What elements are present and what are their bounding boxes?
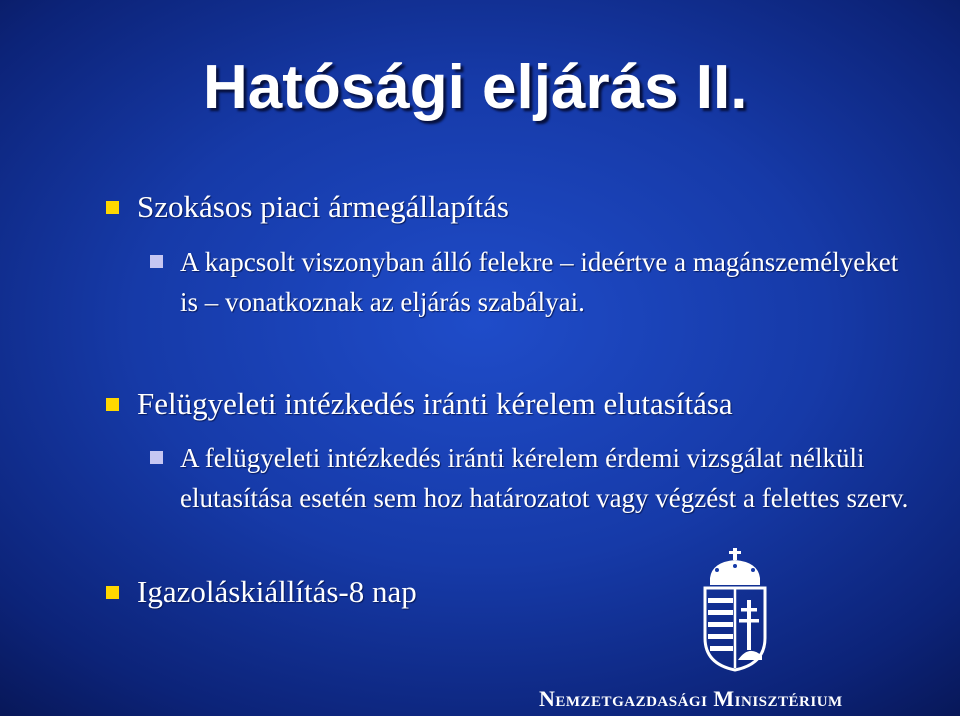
footer-ministry-name: Nemzetgazdasági Minisztérium (539, 686, 843, 711)
square-bullet-icon (150, 255, 163, 268)
sub-bullet-text: A kapcsolt viszonyban álló felekre – ideértve a magánszemélyeket is – vonatkoznak az eljárás szabályai. (180, 247, 899, 317)
bullet-text: Felügyeleti intézkedés iránti kérelem elutasítása (137, 386, 733, 421)
bullet-item (137, 386, 733, 422)
sub-bullet-item (180, 438, 920, 518)
square-bullet-icon (106, 586, 119, 599)
sub-bullet-text: A felügyeleti intézkedés iránti kérelem érdemi vizsgálat nélküli elutasítása esetén sem hoz határozatot vagy végzést a felettes szerv. (180, 443, 909, 513)
slide-title: Hatósági eljárás II. (203, 53, 748, 122)
bullet-text: Szokásos piaci ármegállapítás (137, 189, 509, 224)
bullet-item (137, 189, 509, 225)
square-bullet-icon (150, 451, 163, 464)
hungarian-coat-of-arms-icon (700, 548, 770, 672)
bullet-item (137, 574, 417, 610)
square-bullet-icon (106, 201, 119, 214)
bullet-text: Igazoláskiállítás-8 nap (137, 574, 417, 609)
sub-bullet-item (180, 242, 920, 322)
square-bullet-icon (106, 398, 119, 411)
